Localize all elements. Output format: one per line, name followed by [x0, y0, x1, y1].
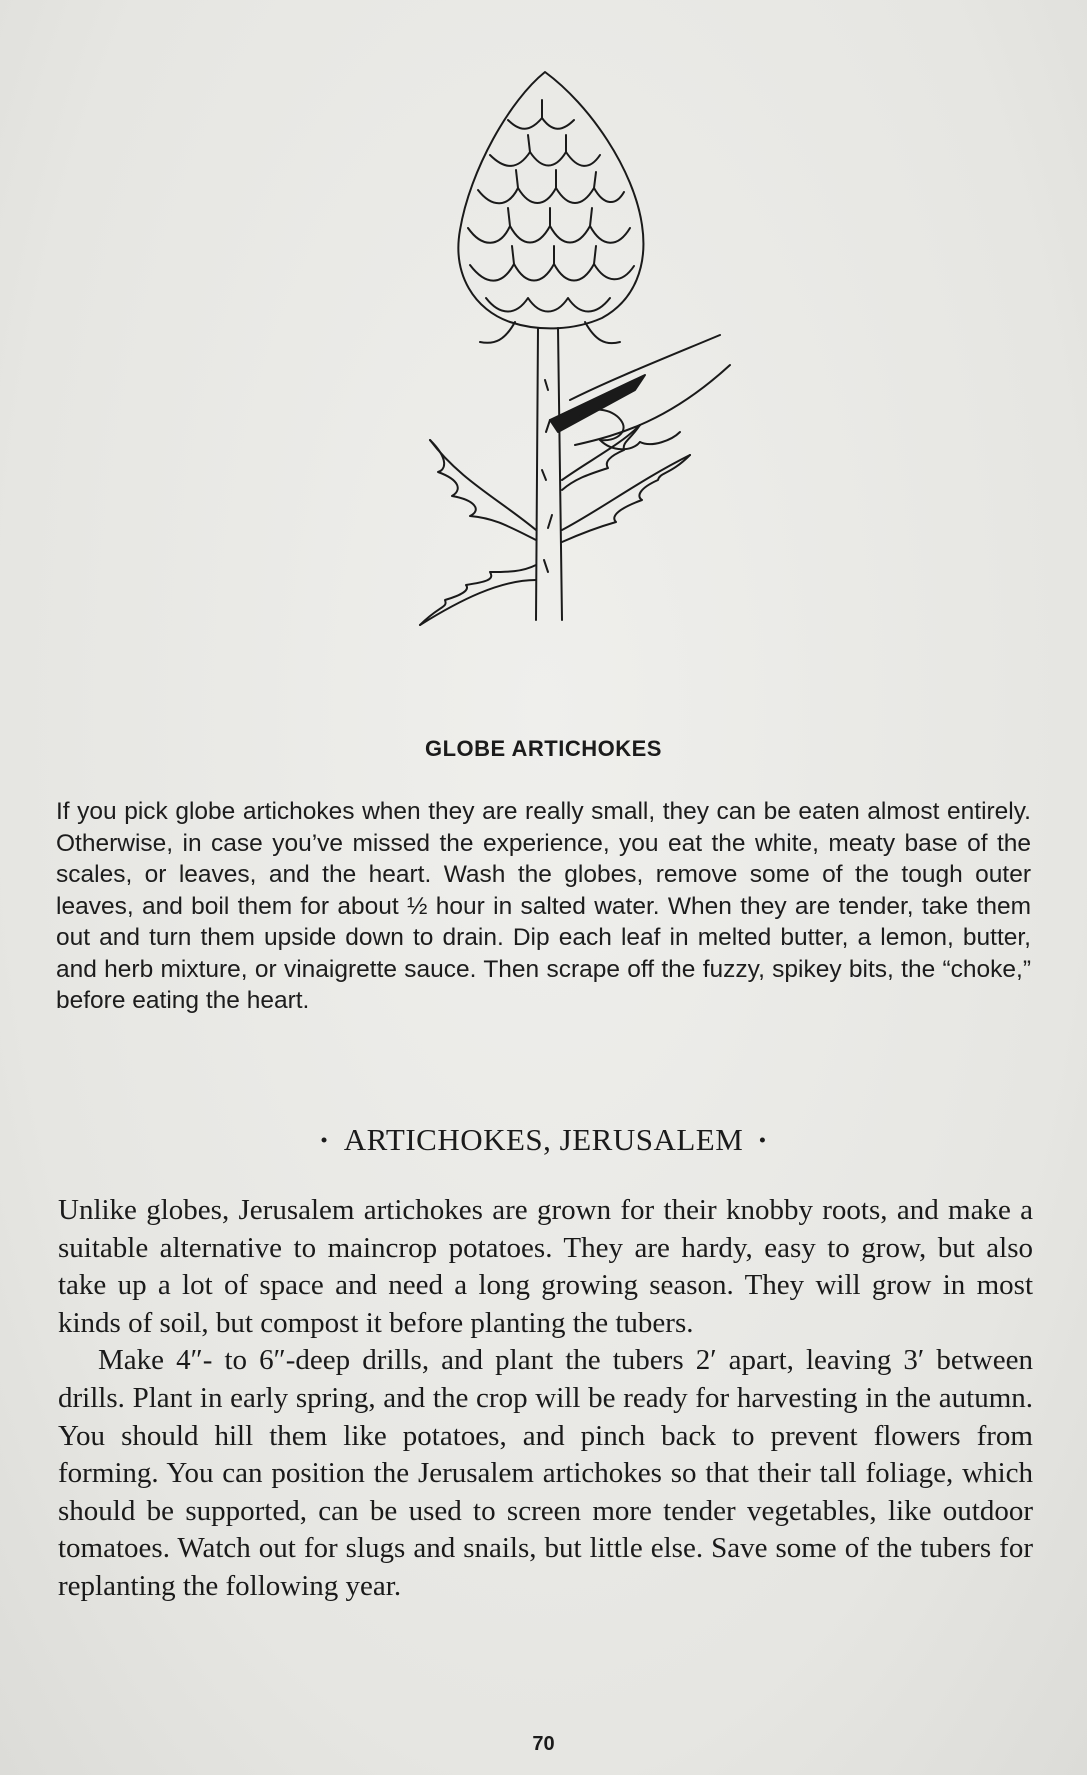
jerusalem-paragraph-2: Make 4″- to 6″-deep drills, and plant the tubers 2′ apart, leaving 3′ between drills. Plant in early spring, and the crop will be ready for harvesting in the autumn. You should hill them like potatoes, and pinch back to prevent flowers from forming. You can position the Jerusalem artichokes so that their tall foliage, which should be supported, can be used to screen more tender vegetables, like outdoor tomatoes. Watch out for slugs and snails, but little else. Save some of the tubers for replanting the following year.: [58, 1344, 1033, 1602]
heading-bullet-right: ·: [757, 1122, 769, 1157]
jerusalem-heading-text: ARTICHOKES, JERUSALEM: [343, 1122, 744, 1157]
jerusalem-artichokes-heading: [0, 1122, 1087, 1158]
jerusalem-paragraph-1: Unlike globes, Jerusalem artichokes are grown for their knobby roots, and make a suitable alternative to maincrop potatoes. They are hardy, easy to grow, but also take up a lot of space and need a long growing season. They will grow in most kinds of soil, but compost it before planting the tubers.: [58, 1194, 1033, 1339]
jerusalem-artichokes-body: [58, 1192, 1033, 1606]
heading-bullet-left: ·: [318, 1122, 330, 1157]
page-number: 70: [532, 1733, 555, 1755]
globe-artichokes-paragraph: If you pick globe artichokes when they are really small, they can be eaten almost entirely. Otherwise, in case you’ve missed the experience, you eat the white, meaty base of the scales, or leaves, and the heart. Wash the globes, remove some of the tough outer leaves, and boil them for about ½ hour in salted water. When they are tender, take them out and turn them upside down to drain. Dip each leaf in melted butter, a lemon, butter, and herb mixture, or vinaigrette sauce. Then scrape off the fuzzy, spikey bits, the “choke,” before eating the heart.: [56, 798, 1031, 1014]
artichoke-illustration: [390, 60, 810, 650]
globe-artichokes-heading: GLOBE ARTICHOKES: [425, 736, 662, 761]
